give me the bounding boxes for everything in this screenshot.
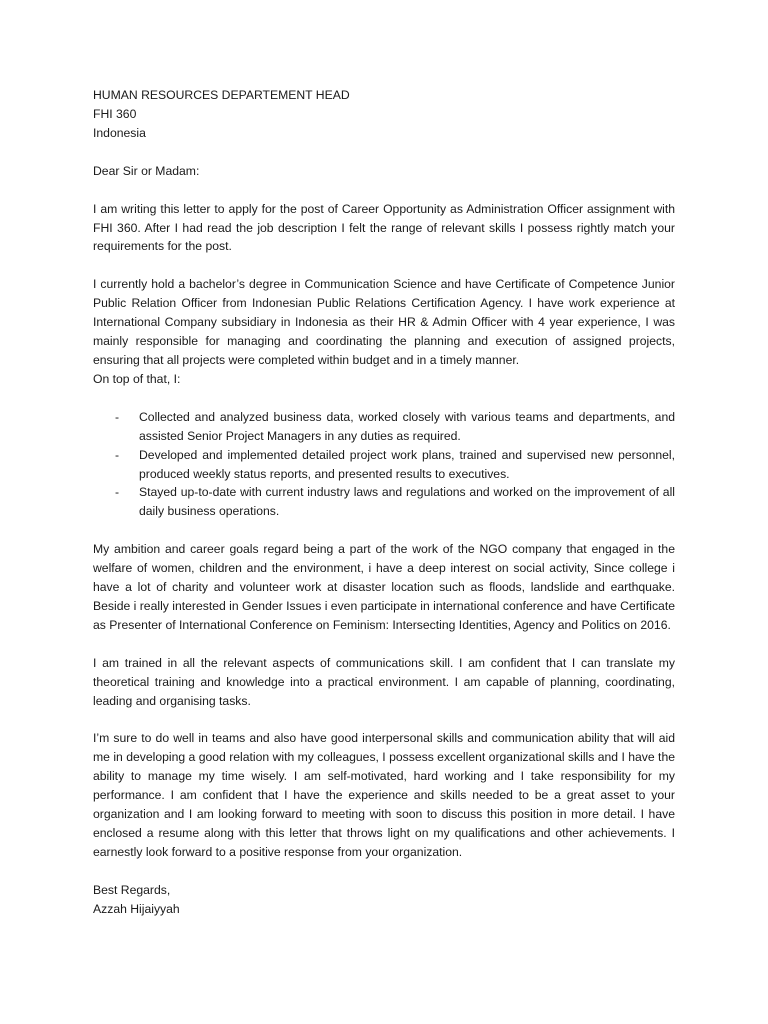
- recipient-address: [93, 86, 675, 143]
- experience-text: I currently hold a bachelor’s degree in Communication Science and have Certificate of Competence Junior Public Relation Officer from Indonesian Public Relations Certification Agency. I have work experience at International Company subsidiary in Indonesia as their HR & Admin Officer with 4 year experience, I was mainly responsible for managing and coordinating the planning and execution of assigned projects, ensuring that all projects were completed within budget and in a timely manner.: [93, 277, 675, 367]
- list-item-text: Collected and analyzed business data, worked closely with various teams and departments, and assisted Senior Project Managers in any duties as required.: [139, 409, 675, 443]
- ambition-paragraph: My ambition and career goals regard being a part of the work of the NGO company that engaged in the welfare of women, children and the environment, i have a deep interest on social activity, Since college i have a lot of charity and volunteer work at disaster location such as floods, landslide and earthquake. Beside i really interested in Gender Issues i even participate in international conference and have Certificate as Presenter of International Conference on Feminism: Intersecting Identities, Agency and Politics on 2016.: [93, 542, 675, 632]
- list-item-text: Developed and implemented detailed project work plans, trained and supervised new personnel, produced weekly status reports, and presented results to executives.: [139, 447, 675, 481]
- signature-block: [93, 881, 675, 919]
- training-paragraph: I am trained in all the relevant aspects of communications skill. I am confident that I can translate my theoretical training and knowledge into a practical environment. I am capable of planning, coordinating, leading and organising tasks.: [93, 655, 675, 708]
- experience-paragraph: [93, 275, 675, 388]
- list-item-text: Stayed up-to-date with current industry laws and regulations and worked on the improvement of all daily business operations.: [139, 485, 675, 519]
- bullet-marker: -: [115, 485, 120, 500]
- recipient-title: HUMAN RESOURCES DEPARTEMENT HEAD: [93, 88, 350, 102]
- experience-lead-in: On top of that, I:: [93, 371, 181, 386]
- list-item: [93, 408, 675, 446]
- recipient-country: Indonesia: [93, 125, 146, 140]
- cover-letter: [93, 86, 675, 919]
- sign-off: Best Regards,: [93, 882, 171, 897]
- bullet-marker: -: [115, 409, 120, 424]
- recipient-organization: FHI 360: [93, 106, 137, 121]
- achievements-list: [93, 408, 675, 521]
- list-item: [93, 483, 675, 521]
- intro-paragraph: I am writing this letter to apply for the post of Career Opportunity as Administration Officer assignment with FHI 360. After I had read the job description I felt the range of relevant skills I possess rightly match your requirements for the post.: [93, 201, 675, 254]
- salutation: Dear Sir or Madam:: [93, 163, 200, 178]
- list-item: [93, 446, 675, 484]
- signer-name: Azzah Hijaiyyah: [93, 901, 180, 916]
- teamwork-paragraph: I’m sure to do well in teams and also have good interpersonal skills and communication ability that will aid me in developing a good relation with my colleagues, I possess excellent organizational skills and I have the ability to manage my time wisely. I am self-motivated, hard working and I take responsibility for my performance. I am confident that I have the experience and skills needed to be a great asset to your organization and I am looking forward to meeting with soon to discuss this position in more detail. I have enclosed a resume along with this letter that throws light on my qualifications and other achievements. I earnestly look forward to a positive response from your organization.: [93, 731, 675, 859]
- bullet-marker: -: [115, 447, 120, 462]
